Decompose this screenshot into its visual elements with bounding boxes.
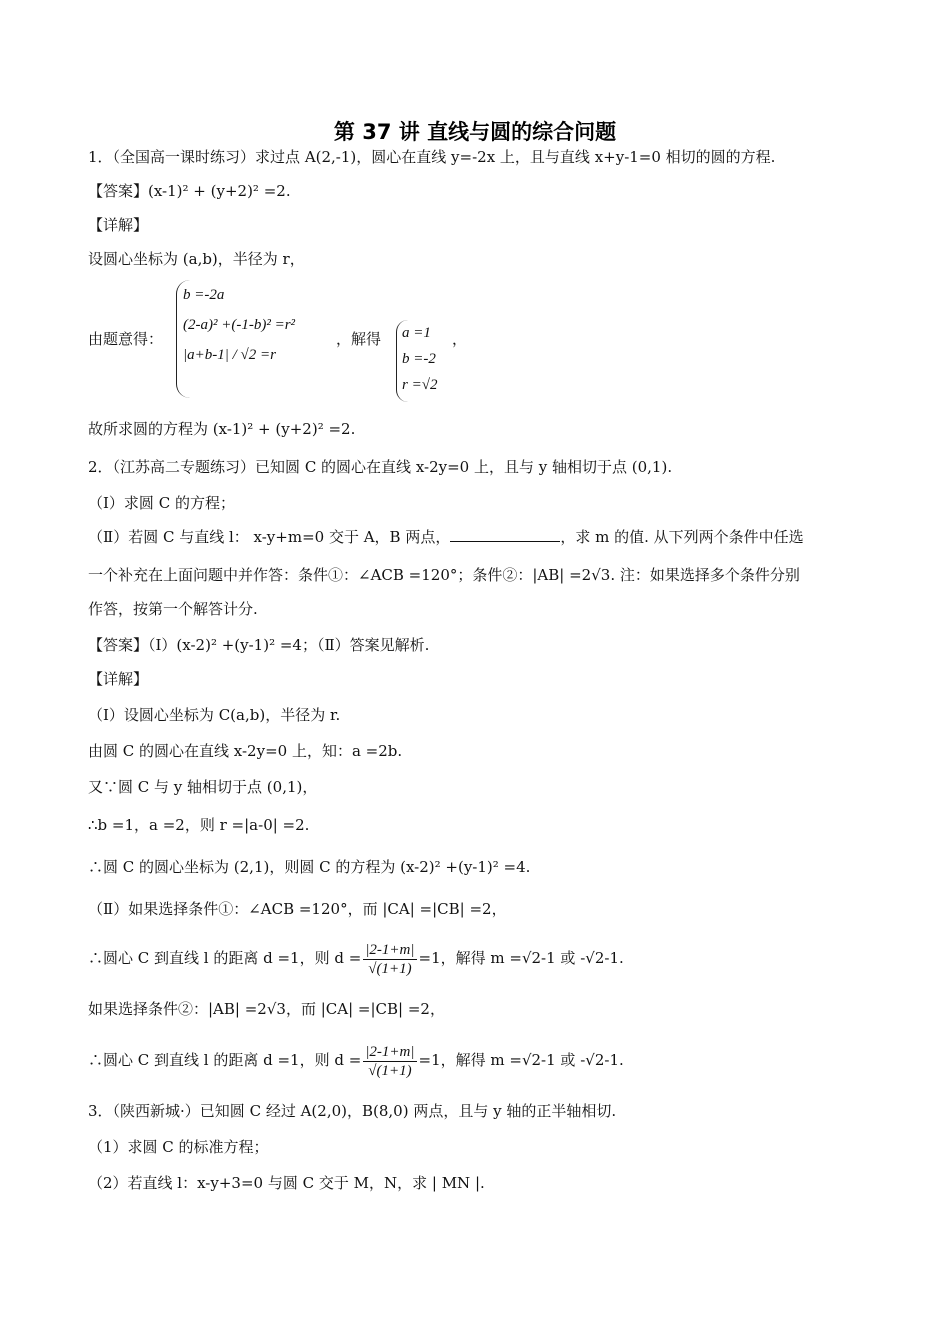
q2-step6: （Ⅱ）如果选择条件①：∠ACB =120°，而 |CA| =|CB| =2， (88, 900, 507, 918)
page-title: 第 37 讲 直线与圆的综合问题 (333, 120, 617, 144)
q2-step7-denominator: √(1+1) (368, 960, 412, 977)
q2-detail-label: 【详解】 (88, 670, 149, 688)
q1-answer: 【答案】(x-1)² + (y+2)² =2. (88, 182, 291, 200)
q2-step1: （Ⅰ）设圆心坐标为 C(a,b)，半径为 r. (88, 706, 341, 724)
q2-part2-b: ，求 m 的值. 从下列两个条件中任选 (560, 528, 804, 546)
q2-step9-a: ∴圆心 C 到直线 l 的距离 d =1，则 d = (88, 1051, 362, 1069)
q2-step9-numerator: |2-1+m| (365, 1043, 415, 1060)
q2-answer: 【答案】（Ⅰ）(x-2)² +(y-1)² =4；（Ⅱ）答案见解析. (88, 636, 430, 654)
q2-part1: （Ⅰ）求圆 C 的方程； (88, 494, 235, 512)
q2-step5: ∴圆 C 的圆心坐标为 (2,1)，则圆 C 的方程为 (x-2)² +(y-1)² =4. (88, 858, 531, 876)
q1-equation-system (88, 276, 868, 400)
q2-step7-b: =1，解得 m =√2-1 或 -√2-1. (418, 949, 624, 967)
q1-solution-b: b =-2 (402, 351, 436, 367)
q3-stem: 3．（陕西新城·）已知圆 C 经过 A(2,0)，B(8,0) 两点，且与 y 轴的正半轴相切. (88, 1102, 617, 1120)
q2-step7-fraction (363, 941, 416, 978)
q2-stem: 2．（江苏高二专题练习）已知圆 C 的圆心在直线 x-2y=0 上，且与 y 轴相切于点 (0,1). (88, 458, 673, 476)
q2-step4: ∴b =1，a =2，则 r =|a-0| =2. (88, 816, 310, 834)
q2-step7-a: ∴圆心 C 到直线 l 的距离 d =1，则 d = (88, 949, 362, 967)
q1-system-eq-2: (2-a)² +(-1-b)² =r² (183, 317, 296, 333)
q2-step9-fraction (363, 1043, 416, 1080)
q2-step2: 由圆 C 的圆心在直线 x-2y=0 上，知：a =2b. (88, 742, 403, 760)
q1-system-eq-1: b =-2a (183, 287, 225, 303)
q1-detail-label: 【详解】 (88, 216, 149, 234)
q2-fill-blank (450, 527, 560, 542)
q2-step7 (88, 936, 868, 980)
q1-solve-label: ，解得 (336, 330, 382, 348)
q2-step7-numerator: |2-1+m| (365, 941, 415, 958)
q1-solution-a: a =1 (402, 325, 431, 341)
q1-step1: 设圆心坐标为 (a,b)，半径为 r， (88, 250, 305, 268)
q1-conclusion: 故所求圆的方程为 (x-1)² + (y+2)² =2. (88, 420, 356, 438)
q2-step9-denominator: √(1+1) (368, 1062, 412, 1079)
q1-solution-r: r =√2 (402, 377, 438, 393)
q2-part2-d: 作答，按第一个解答计分. (88, 600, 258, 618)
q1-system-eq-3: |a+b-1| / √2 =r (183, 347, 276, 363)
q1-system-label: 由题意得： (88, 330, 164, 348)
q2-part2-line1 (88, 526, 868, 548)
q2-step8: 如果选择条件②：|AB| =2√3，而 |CA| =|CB| =2， (88, 1000, 445, 1018)
q3-part2: （2）若直线 l：x-y+3=0 与圆 C 交于 M，N，求 | MN |. (88, 1174, 485, 1192)
q2-part2-c: 一个补充在上面问题中并作答：条件①：∠ACB =120°；条件②：|AB| =2√3. 注：如果选择多个条件分别 (88, 566, 800, 584)
q2-step9-b: =1，解得 m =√2-1 或 -√2-1. (418, 1051, 624, 1069)
q3-part1: （1）求圆 C 的标准方程； (88, 1138, 269, 1156)
q1-stem: 1．（全国高一课时练习）求过点 A(2,-1)，圆心在直线 y=-2x 上，且与直线 x+y-1=0 相切的圆的方程. (88, 148, 776, 166)
q2-step9 (88, 1038, 868, 1082)
q2-step3: 又∵圆 C 与 y 轴相切于点 (0,1)， (88, 778, 318, 796)
q2-part2-a: （Ⅱ）若圆 C 与直线 l： x-y+m=0 交于 A，B 两点， (88, 528, 451, 546)
q1-solution-end: ， (452, 330, 468, 348)
